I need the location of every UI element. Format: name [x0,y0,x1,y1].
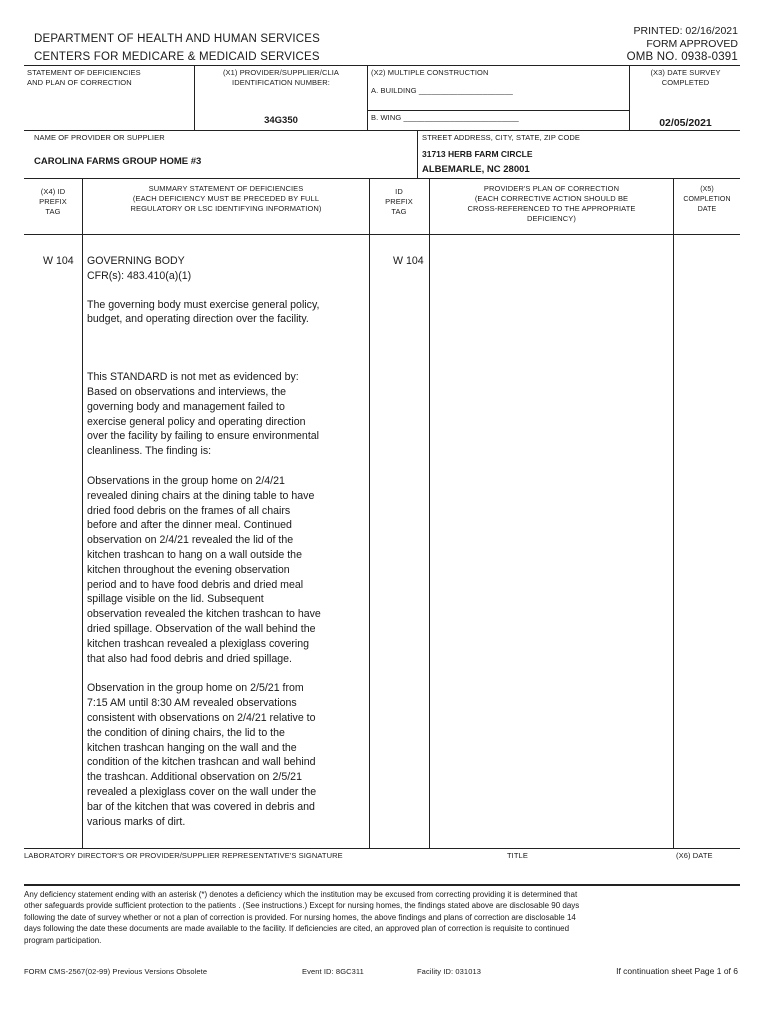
divider [368,110,629,111]
column-divider [673,178,674,848]
page-indicator: If continuation sheet Page 1 of 6 [616,966,738,976]
signature-label: LABORATORY DIRECTOR'S OR PROVIDER/SUPPLIER REPRESENTATIVE'S SIGNATURE [24,851,343,860]
x1-label: (X1) PROVIDER/SUPPLIER/CLIA IDENTIFICATION NUMBER: [222,68,340,87]
printed-date: PRINTED: 02/16/2021 [633,25,738,37]
deficiency-tag-right: W 104 [393,255,424,267]
paragraph: Observations in the group home on 2/4/21 revealed dining chairs at the dining table to have dried food debris on the frames of all chairs before and after the dinner meal. Continued observation on 2/4/21 revealed the lid of the kitchen trashcan to hang on a wall outside the kitchen throughout the evening observation period and to have food debris and dried meal spillage visible on the lid. Subsequent observation revealed the kitchen trashcan to have dried spillage. Observation of the wall behind the kitchen trashcan revealed a plexiglass covering that also had food debris and dried spillage. [87,474,321,665]
statement-label: STATEMENT OF DEFICIENCIES AND PLAN OF CORRECTION [27,68,141,87]
omb-number: OMB NO. 0938-0391 [626,51,738,63]
agency-line: CENTERS FOR MEDICARE & MEDICAID SERVICES [34,51,320,63]
date-label: (X6) DATE [676,851,713,860]
provider-name-label: NAME OF PROVIDER OR SUPPLIER [34,133,165,142]
plan-header: PROVIDER'S PLAN OF CORRECTION (EACH CORRECTIVE ACTION SHOULD BE CROSS-REFERENCED TO THE APPROPRIATE DEFICIENCY) [467,184,636,223]
deficiency-tag-left: W 104 [43,255,74,267]
form-number: FORM CMS-2567(02-99) Previous Versions Obsolete [24,967,208,976]
address-label: STREET ADDRESS, CITY, STATE, ZIP CODE [422,133,581,142]
wing-line: B. WING ___________________________ [371,113,519,122]
row-divider [24,234,740,235]
column-divider [369,178,370,848]
street-address: 31713 HERB FARM CIRCLE [422,149,533,159]
survey-completed-date: 02/05/2021 [659,117,712,129]
paragraph: The governing body must exercise general policy, budget, and operating direction over the facility. [87,298,320,326]
deficiency-cfr: CFR(s): 483.410(a)(1) [87,269,192,282]
x2-label: (X2) MULTIPLE CONSTRUCTION [371,68,489,77]
column-divider [82,178,83,848]
divider [367,65,368,130]
deficiency-title: GOVERNING BODY [87,255,185,267]
deficiency-text [87,254,367,829]
x5-completion-header: (X5) COMPLETION DATE [683,186,731,213]
row-divider [24,178,740,179]
row-divider [24,848,740,849]
divider [629,65,630,130]
city-state-zip: ALBEMARLE, NC 28001 [422,164,530,175]
form-approved-label: FORM APPROVED [646,38,738,50]
form-top-border [24,65,740,66]
x4-prefix-header: (X4) ID PREFIX TAG [39,187,67,216]
paragraph: This STANDARD is not met as evidenced by: Based on observations and interviews, the governing body and management failed to exercise general policy and operating direction over the facility by failing to ensure environmental cleanliness. The finding is: [87,371,320,458]
provider-id-number: 34G350 [264,115,298,126]
divider [194,65,195,130]
summary-header: SUMMARY STATEMENT OF DEFICIENCIES (EACH DEFICIENCY MUST BE PRECEDED BY FULL REGULATORY OR LSC IDENTIFYING INFORMATION) [130,184,322,213]
facility-id: Facility ID: 031013 [417,967,482,976]
disclosure-footnote: Any deficiency statement ending with an asterisk (*) denotes a deficiency which the institution may be excused from correcting providing it is determined that other safeguards provide sufficient protection to the patients . (See instructions.) Except for nursing homes, the findings stated above are disclosable 90 days following the date of survey whether or not a plan of correction is provided. For nursing homes, the above findings and plans of correction are disclosable 14 days following the date these documents are made available to the facility. If deficiencies are cited, an approved plan of correction is requisite to continued program participation. [24,890,580,945]
row-divider [24,130,740,131]
signature-bottom-border [24,884,740,886]
id-prefix-header: ID PREFIX TAG [385,187,413,216]
column-divider [429,178,430,848]
paragraph: Observation in the group home on 2/5/21 from 7:15 AM until 8:30 AM revealed observations consistent with observations on 2/4/21 relative to the condition of dining chairs, the lid to the kitchen trashcan hanging on the wall and the condition of the kitchen trashcan and wall behind the trashcan. Additional observation on 2/5/21 revealed a plexiglass cover on the wall under the bar of the kitchen that was covered in debris and various marks of dirt. [87,682,317,828]
divider [417,130,418,178]
title-label: TITLE [507,851,528,860]
provider-name: CAROLINA FARMS GROUP HOME #3 [34,156,202,167]
x3-label: (X3) DATE SURVEY COMPLETED [650,68,721,87]
department-line: DEPARTMENT OF HEALTH AND HUMAN SERVICES [34,33,320,45]
building-line: A. BUILDING ______________________ [371,86,513,95]
event-id: Event ID: 8GC311 [302,967,364,976]
